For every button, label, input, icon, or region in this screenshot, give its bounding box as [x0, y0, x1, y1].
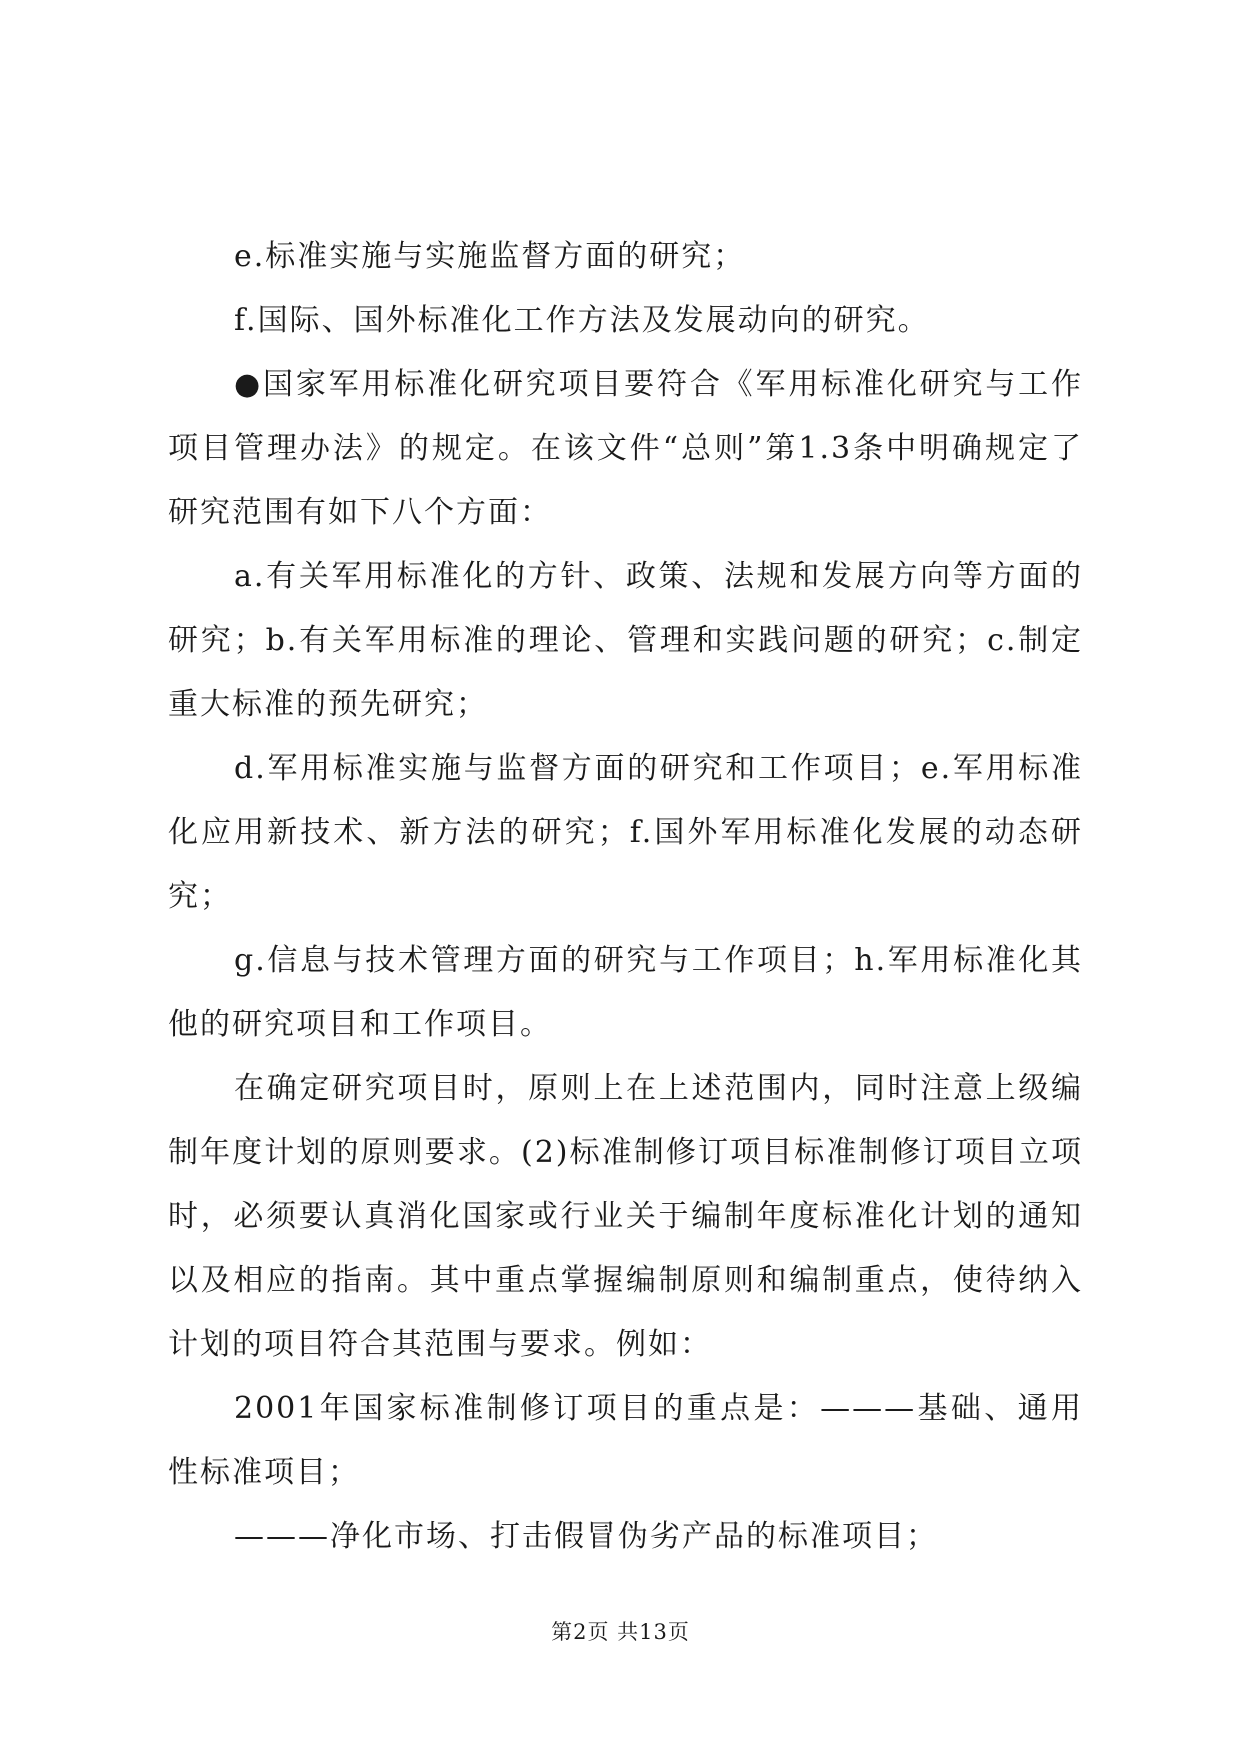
paragraph: f.国际、国外标准化工作方法及发展动向的研究。 — [234, 303, 930, 338]
paragraph: e.标准实施与实施监督方面的研究； — [234, 239, 746, 274]
paragraph: 在确定研究项目时，原则上在上述范围内，同时注意上级编制年度计划的原则要求。(2)标准制修订项目标准制修订项目立项时，必须要认真消化国家或行业关于编制年度标准化计划的通知以及相应的指南。其中重点掌握编制原则和编制重点，使待纳入计划的项目符合其范围与要求。例如： — [168, 1071, 1083, 1362]
paragraph: ●国家军用标准化研究项目要符合《军用标准化研究与工作项目管理办法》的规定。在该文件“总则”第1.3条中明确规定了研究范围有如下八个方面： — [168, 367, 1083, 530]
page-number-footer: 第2页 共13页 — [551, 1620, 690, 1644]
paragraph: g.信息与技术管理方面的研究与工作项目；h.军用标准化其他的研究项目和工作项目。 — [168, 943, 1083, 1042]
paragraph: ———净化市场、打击假冒伪劣产品的标准项目； — [234, 1519, 938, 1554]
paragraph: d.军用标准实施与监督方面的研究和工作项目；e.军用标准化应用新技术、新方法的研究；f.国外军用标准化发展的动态研究； — [168, 751, 1083, 914]
paragraph: a.有关军用标准化的方针、政策、法规和发展方向等方面的研究；b.有关军用标准的理论、管理和实践问题的研究；c.制定重大标准的预先研究； — [168, 559, 1083, 722]
document-body — [168, 225, 1083, 1569]
paragraph: 2001年国家标准制修订项目的重点是：———基础、通用性标准项目； — [168, 1391, 1083, 1490]
